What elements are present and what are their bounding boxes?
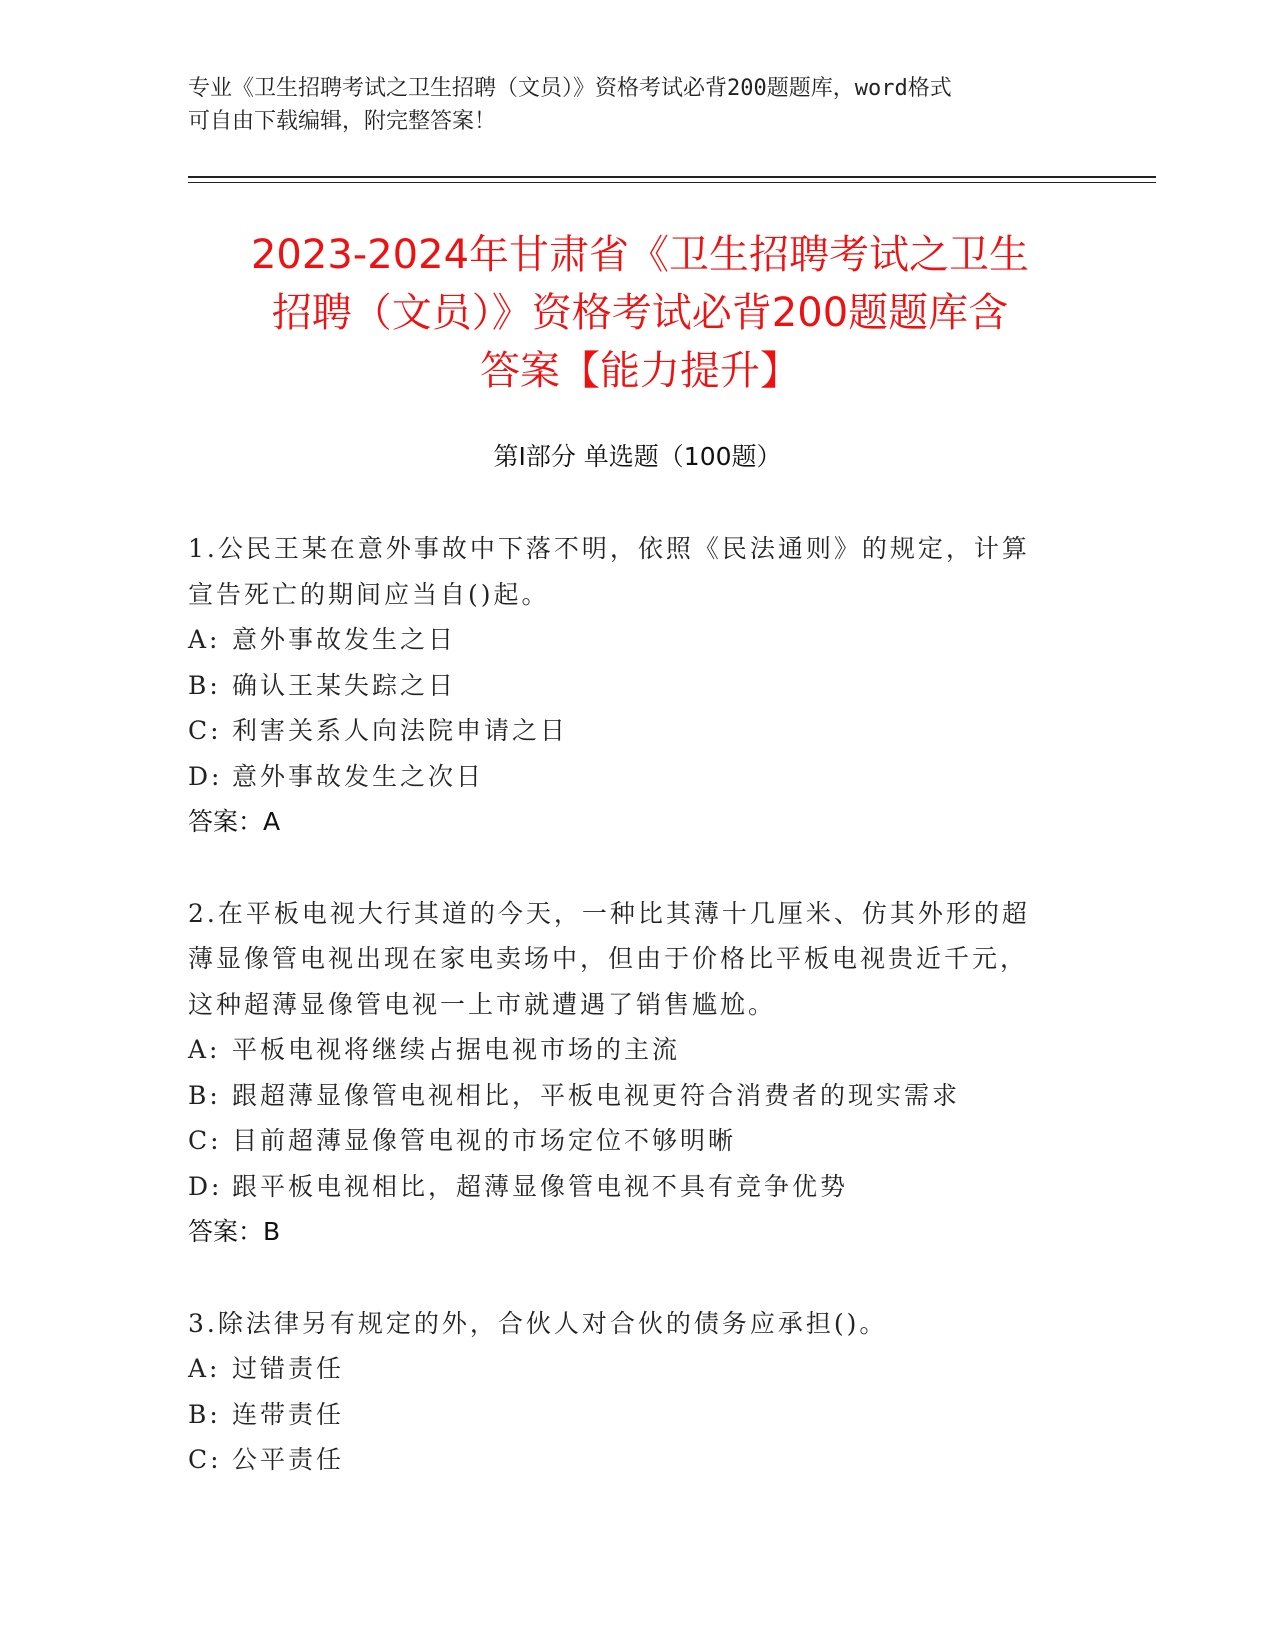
option-letter: B: [188, 1080, 221, 1110]
option-letter: A: [188, 1354, 221, 1383]
title-line-3: 答案【能力提升】 [480, 348, 800, 394]
question-text-line: 这种超薄显像管电视一上市就遭遇了销售尴尬。 [188, 989, 777, 1019]
option-b [188, 1073, 1068, 1119]
question-item [188, 891, 1068, 1255]
question-text-line: 3.除法律另有规定的外，合伙人对合伙的债务应承担()。 [188, 1308, 888, 1338]
header-note-line-1: 专业《卫生招聘考试之卫生招聘（文员）》资格考试必背200题题库，word格式 [188, 76, 952, 101]
option-letter: C: [188, 1445, 222, 1474]
option-text: 确认王某失踪之日 [232, 670, 457, 700]
question-list [188, 526, 1068, 1529]
option-letter: D: [188, 761, 223, 791]
option-letter: A: [188, 625, 221, 654]
option-c [188, 1437, 1068, 1483]
option-b [188, 1392, 1068, 1438]
title-line-1: 2023-2024年甘肃省《卫生招聘考试之卫生 [250, 232, 1030, 278]
header-note [188, 72, 1088, 138]
option-d [188, 1164, 1068, 1210]
title-line-2: 招聘（文员）》资格考试必背200题题库含 [271, 290, 1009, 336]
document-title [180, 226, 1100, 400]
question-text-line: 薄显像管电视出现在家电卖场中，但由于价格比平板电视贵近千元， [188, 944, 1029, 973]
header-divider-thick [188, 176, 1156, 178]
question-text-line: 1.公民王某在意外事故中下落不明，依照《民法通则》的规定，计算 [188, 534, 1030, 563]
option-text: 跟超薄显像管电视相比，平板电视更符合消费者的现实需求 [232, 1080, 961, 1110]
question-item [188, 1301, 1068, 1483]
option-c [188, 708, 1068, 754]
option-text: 公平责任 [232, 1445, 345, 1474]
question-text-line: 宣告死亡的期间应当自()起。 [188, 579, 550, 609]
option-a [188, 617, 1068, 663]
option-letter: B: [188, 1399, 221, 1429]
answer-label: 答案：B [188, 1217, 281, 1246]
option-a [188, 1346, 1068, 1392]
option-a [188, 1027, 1068, 1073]
option-letter: C: [188, 1126, 222, 1155]
option-text: 跟平板电视相比，超薄显像管电视不具有竞争优势 [232, 1171, 849, 1201]
option-text: 连带责任 [232, 1399, 345, 1429]
option-letter: A: [188, 1035, 221, 1064]
option-text: 目前超薄显像管电视的市场定位不够明晰 [232, 1126, 737, 1155]
option-c [188, 1118, 1068, 1164]
header-divider-thin [188, 182, 1156, 183]
option-text: 过错责任 [232, 1354, 345, 1383]
option-text: 利害关系人向法院申请之日 [232, 716, 569, 745]
option-text: 意外事故发生之次日 [232, 761, 485, 791]
option-text: 平板电视将继续占据电视市场的主流 [232, 1035, 681, 1064]
option-b [188, 663, 1068, 709]
option-text: 意外事故发生之日 [232, 625, 457, 654]
option-d [188, 754, 1068, 800]
question-text-line: 2.在平板电视大行其道的今天，一种比其薄十几厘米、仿其外形的超 [188, 898, 1030, 928]
answer-label: 答案：A [188, 807, 281, 836]
option-letter: C: [188, 716, 222, 745]
question-item [188, 526, 1068, 845]
option-letter: D: [188, 1171, 223, 1201]
header-note-line-2: 可自由下载编辑，附完整答案！ [188, 109, 497, 134]
section-title: 第Ⅰ部分 单选题（100题） [493, 442, 782, 471]
option-letter: B: [188, 670, 221, 700]
